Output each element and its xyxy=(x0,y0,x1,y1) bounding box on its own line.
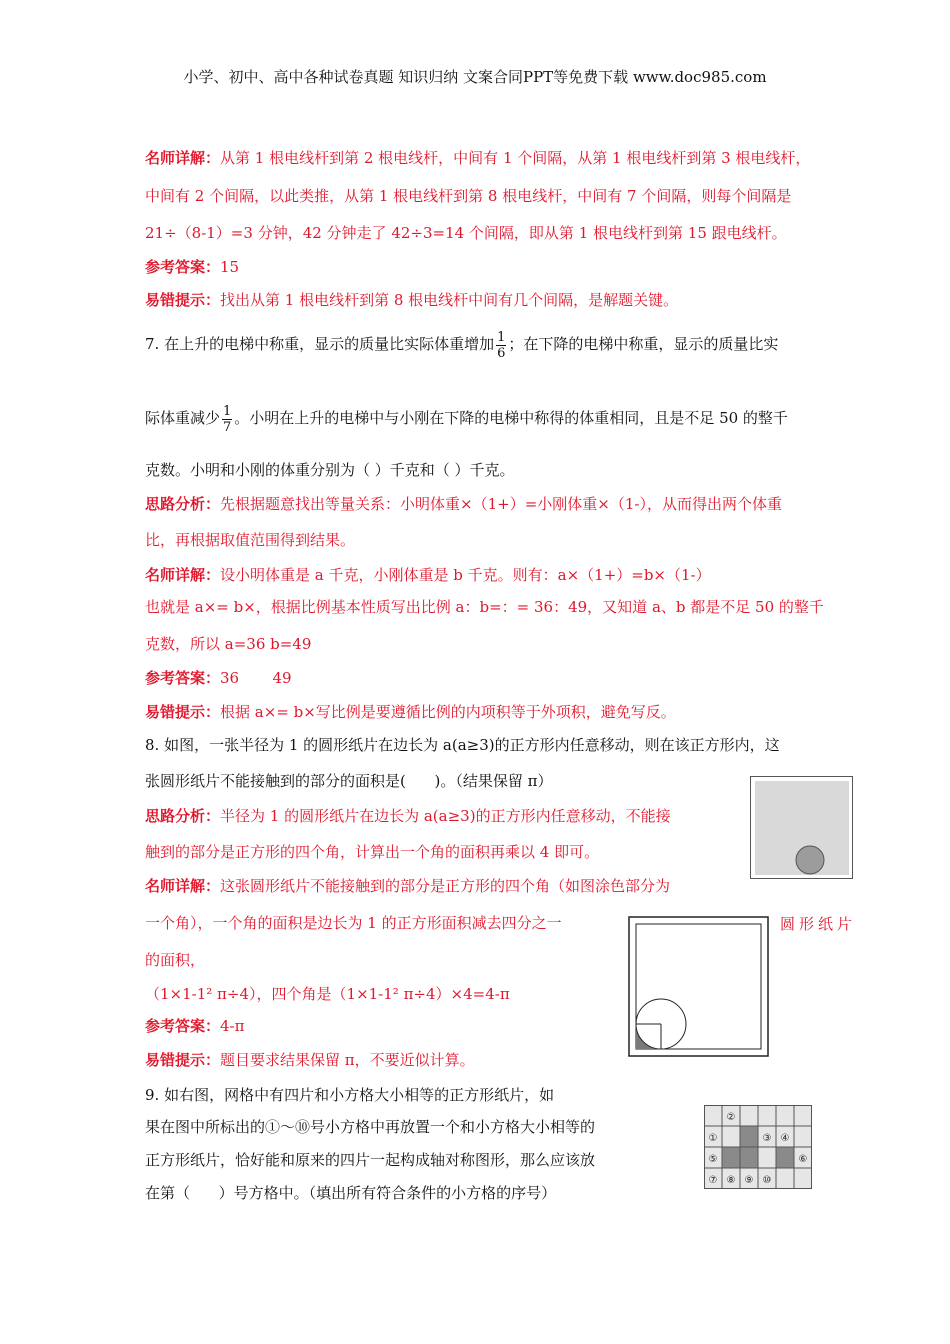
q9-shaded-square-4 xyxy=(776,1147,794,1168)
q7-analysis-text-1: 先根据题意找出等量关系：小明体重×（1+）=小刚体重×（1-），从而得出两个体重 xyxy=(220,495,782,513)
q9-label-9: ⑨ xyxy=(744,1175,754,1186)
q7-fraction-1-7 xyxy=(222,404,232,435)
q8-analysis-line-2: 触到的部分是正方形的四个角，计算出一个角的面积再乘以 4 即可。 xyxy=(145,843,600,861)
q9-grid-figure xyxy=(704,1105,812,1189)
q9-shaded-square-2 xyxy=(722,1147,740,1168)
q7-detail-line-3: 克数，所以 a=36 b=49 xyxy=(145,635,312,653)
q8-analysis-line-1 xyxy=(145,806,671,826)
q8-line-2: 张圆形纸片不能接触到的部分的面积是( )。（结果保留 π） xyxy=(145,772,553,790)
q8-analysis-text-1: 半径为 1 的圆形纸片在边长为 a(a≥3)的正方形内任意移动，不能接 xyxy=(220,807,671,825)
q6-detail-line-2: 中间有 2 个间隔，以此类推，从第 1 根电线杆到第 8 根电线杆，中间有 7 个间隔，则每个间隔是 xyxy=(145,187,792,205)
q7-line-1a: 7. 在上升的电梯中称重，显示的质量比实际体重增加 xyxy=(145,335,495,353)
q9-label-7: ⑦ xyxy=(708,1175,718,1186)
q6-answer-label: 参考答案： xyxy=(145,258,221,276)
q6-answer: 15 xyxy=(220,258,240,276)
q7-answer-label: 参考答案： xyxy=(145,669,221,687)
q7-detail-label: 名师详解： xyxy=(145,566,221,584)
q8-tip-label: 易错提示： xyxy=(145,1051,221,1069)
q8-detail-line-1 xyxy=(145,876,670,896)
q7-line-2a: 际体重减少 xyxy=(145,409,221,427)
q6-tip: 找出从第 1 根电线杆到第 8 根电线杆中间有几个间隔，是解题关键。 xyxy=(220,291,679,309)
q8-detail-label: 名师详解： xyxy=(145,877,221,895)
q9-label-10: ⑩ xyxy=(762,1175,772,1186)
q9-shaded-square-3 xyxy=(740,1147,758,1168)
q7-frac1-num: 1 xyxy=(497,329,506,345)
q7-line-3: 克数。小明和小刚的体重分别为（ ）千克和（ ）千克。 xyxy=(145,461,515,479)
q7-line-2 xyxy=(145,400,788,436)
q7-tip-label: 易错提示： xyxy=(145,703,221,721)
q9-line-2: 果在图中所标出的①～⑩号小方格中再放置一个和小方格大小相等的 xyxy=(145,1118,596,1136)
q8-detail-line-3: 的面积， xyxy=(145,951,206,969)
q7-detail-line-1 xyxy=(145,565,711,585)
q8-answer-line xyxy=(145,1016,245,1036)
q6-detail-line-3: 21÷（8-1）=3 分钟，42 分钟走了 42÷3=14 个间隔，即从第 1 根电线杆到第 15 跟电线杆。 xyxy=(145,224,787,242)
q8-figure-square-circle xyxy=(750,776,854,880)
q7-analysis-line-1 xyxy=(145,494,782,514)
q8-answer-label: 参考答案： xyxy=(145,1017,221,1035)
page-header: 小学、初中、高中各种试卷真题 知识归纳 文案合同PPT等免费下载 www.doc985.com xyxy=(183,68,767,86)
q8-detail-line-2: 一个角），一个角的面积是边长为 1 的正方形面积减去四分之一 xyxy=(145,914,562,932)
q7-frac2-den: 7 xyxy=(223,419,232,435)
q7-line-1b: ；在下降的电梯中称重，显示的质量比实 xyxy=(508,335,779,353)
q9-line-4: 在第（ ）号方格中。（填出所有符合条件的小方格的序号） xyxy=(145,1184,557,1202)
q7-line-1 xyxy=(145,326,778,362)
q6-detail-label: 名师详解： xyxy=(145,149,221,167)
q6-detail-line-1 xyxy=(145,148,810,168)
q9-shaded-square-1 xyxy=(740,1126,758,1147)
q9-line-3: 正方形纸片，恰好能和原来的四片一起构成轴对称图形，那么应该放 xyxy=(145,1151,596,1169)
q9-label-6: ⑥ xyxy=(798,1154,808,1165)
q8-tip-line xyxy=(145,1050,475,1070)
q6-tip-label: 易错提示： xyxy=(145,291,221,309)
q7-frac1-den: 6 xyxy=(497,345,506,361)
q9-label-8: ⑧ xyxy=(726,1175,736,1186)
q8-figure-corner xyxy=(628,916,770,1058)
q8-fig2-inner-square xyxy=(636,924,761,1049)
q9-label-1: ① xyxy=(708,1133,718,1144)
q9-line-1: 9. 如右图，网格中有四片和小方格大小相等的正方形纸片，如 xyxy=(145,1086,555,1104)
q7-detail-text-1: 设小明体重是 a 千克，小刚体重是 b 千克。则有：a×（1+）=b×（1-） xyxy=(220,566,711,584)
q8-analysis-label: 思路分析： xyxy=(145,807,221,825)
q7-frac2-num: 1 xyxy=(223,403,232,419)
q9-label-4: ④ xyxy=(780,1133,790,1144)
q7-detail-line-2: 也就是 a×= b×，根据比例基本性质写出比例 a：b=：= 36：49，又知道 a、b 都是不足 50 的整千 xyxy=(145,598,824,616)
q8-fig1-circle xyxy=(796,846,824,874)
q6-detail-text-1: 从第 1 根电线杆到第 2 根电线杆，中间有 1 个间隔，从第 1 根电线杆到第 3 根电线杆， xyxy=(220,149,811,167)
q8-tip: 题目要求结果保留 π，不要近似计算。 xyxy=(220,1051,475,1069)
q7-tip: 根据 a×= b×写比例是要遵循比例的内项积等于外项积，避免写反。 xyxy=(220,703,676,721)
q9-label-5: ⑤ xyxy=(708,1154,718,1165)
q9-label-1-circled: ② xyxy=(726,1112,736,1123)
q6-tip-line xyxy=(145,290,678,310)
q9-label-3: ③ xyxy=(762,1133,772,1144)
q8-detail-text-1: 这张圆形纸片不能接触到的部分是正方形的四个角（如图涂色部分为 xyxy=(220,877,671,895)
q6-answer-line xyxy=(145,257,239,277)
q8-detail-line-4: （1×1-1² π÷4），四个角是（1×1-1² π÷4）×4=4-π xyxy=(145,985,510,1003)
q7-answer-line xyxy=(145,668,292,688)
q8-detail-line-2b: 圆形纸片 xyxy=(780,915,857,933)
q7-tip-line xyxy=(145,702,676,722)
q7-analysis-line-2: 比，再根据取值范围得到结果。 xyxy=(145,531,356,549)
q7-analysis-label: 思路分析： xyxy=(145,495,221,513)
q8-line-1: 8. 如图，一张半径为 1 的圆形纸片在边长为 a(a≥3)的正方形内任意移动，则在该正方形内，这 xyxy=(145,736,780,754)
q7-fraction-1-6 xyxy=(496,330,506,361)
q7-line-2b: 。小明在上升的电梯中与小刚在下降的电梯中称得的体重相同，且是不足 50 的整千 xyxy=(234,409,788,427)
q7-answer: 36 49 xyxy=(220,669,292,687)
q8-answer: 4-π xyxy=(220,1017,245,1035)
